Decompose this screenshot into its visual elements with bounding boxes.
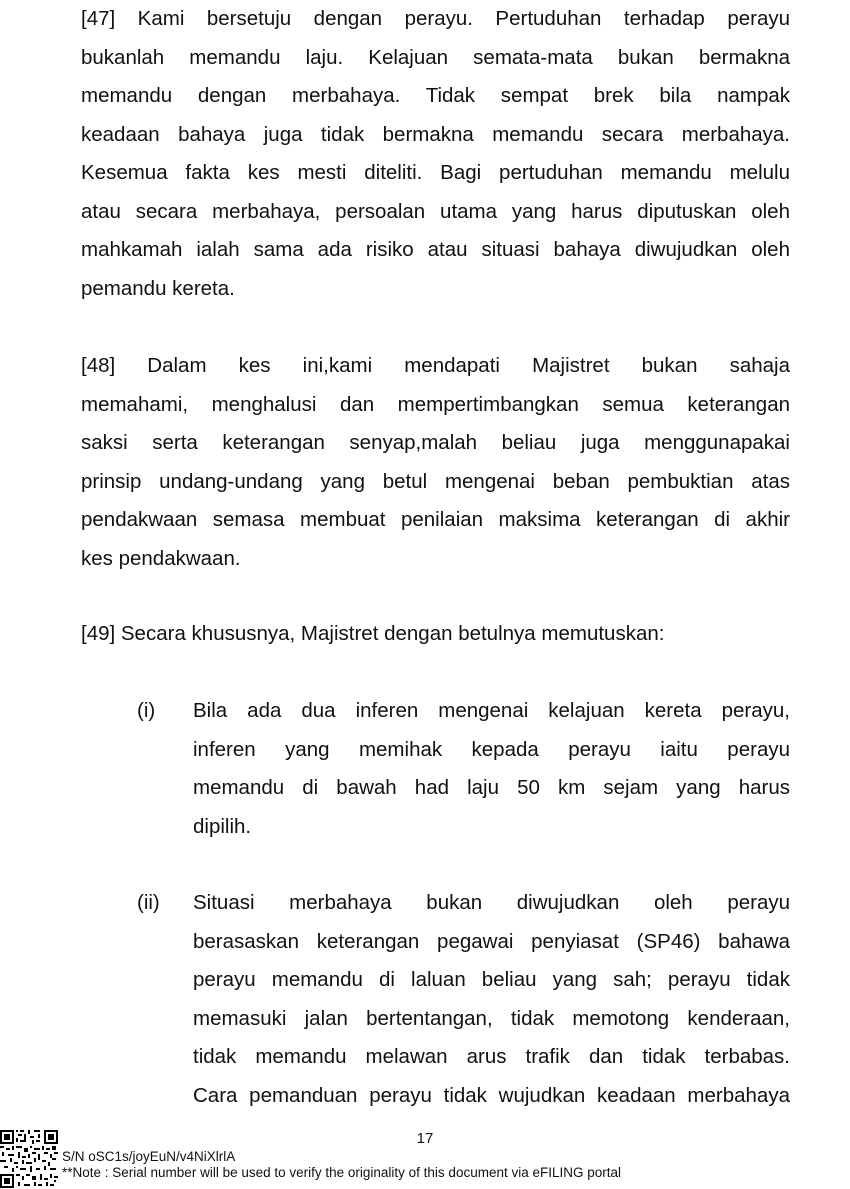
subitem-line: Cara pemanduan perayu tidak wujudkan keadaan merbahaya xyxy=(193,1083,790,1107)
paragraph-line: pendakwaan semasa membuat penilaian maksima keterangan di akhir xyxy=(81,508,790,531)
subitem-body xyxy=(193,884,790,1115)
subitem-line: memandu di bawah had laju 50 km sejam yang harus xyxy=(193,776,790,799)
paragraph-line: saksi serta keterangan senyap,malah beliau juga menggunapakai xyxy=(81,431,790,454)
paragraph-line: memandu dengan merbahaya. Tidak sempat brek bila nampak xyxy=(81,84,790,107)
document-footer xyxy=(0,1128,850,1189)
paragraph-line: bukanlah memandu laju. Kelajuan semata-mata bukan bermakna xyxy=(81,45,790,69)
paragraph-line: mahkamah ialah sama ada risiko atau situasi bahaya diwujudkan oleh xyxy=(81,238,790,261)
subitem-line: Situasi merbahaya bukan diwujudkan oleh perayu xyxy=(193,891,790,914)
footer-note: **Note : Serial number will be used to verify the originality of this document via eFILING portal xyxy=(62,1165,622,1180)
subitem-line: memasuki jalan bertentangan, tidak memotong kenderaan, xyxy=(193,1006,790,1030)
paragraph-line: prinsip undang-undang yang betul mengenai beban pembuktian atas xyxy=(81,469,790,493)
subitem-line: inferen yang memihak kepada perayu iaitu perayu xyxy=(193,737,790,761)
paragraph-line: [48] Dalam kes ini,kami mendapati Majistret bukan sahaja xyxy=(81,354,790,377)
qr-code-icon xyxy=(0,1130,58,1188)
paragraph-48 xyxy=(81,347,790,578)
paragraph-line: kes pendakwaan. xyxy=(81,546,241,570)
subitem-line: berasaskan keterangan pegawai penyiasat (SP46) bahawa xyxy=(193,929,790,953)
subitem-number: (ii) xyxy=(137,891,160,914)
subitem-line: dipilih. xyxy=(193,814,252,838)
paragraph-line: Kesemua fakta kes mesti diteliti. Bagi pertuduhan memandu melulu xyxy=(81,161,790,184)
page-number: 17 xyxy=(416,1130,434,1147)
paragraph-line: atau secara merbahaya, persoalan utama yang harus diputuskan oleh xyxy=(81,199,790,223)
subitem-number: (i) xyxy=(137,699,156,722)
subitem-line: Bila ada dua inferen mengenai kelajuan kereta perayu, xyxy=(193,699,790,722)
paragraph-line: [47] Kami bersetuju dengan perayu. Pertuduhan terhadap perayu xyxy=(81,7,790,30)
paragraph-line: pemandu kereta. xyxy=(81,276,235,300)
subitem-line: tidak memandu melawan arus trafik dan tidak terbabas. xyxy=(193,1045,790,1068)
paragraph-49 xyxy=(81,615,790,654)
paragraph-47 xyxy=(81,0,790,308)
paragraph-line: [49] Secara khususnya, Majistret dengan betulnya memutuskan: xyxy=(81,622,665,645)
subitem-line: perayu memandu di laluan beliau yang sah; perayu tidak xyxy=(193,968,790,991)
serial-number: S/N oSC1s/joyEuN/v4NiXlrlA xyxy=(62,1149,236,1164)
paragraph-line: memahami, menghalusi dan mempertimbangkan semua keterangan xyxy=(81,392,790,416)
subitem-body xyxy=(193,692,790,846)
paragraph-line: keadaan bahaya juga tidak bermakna memandu secara merbahaya. xyxy=(81,122,790,146)
